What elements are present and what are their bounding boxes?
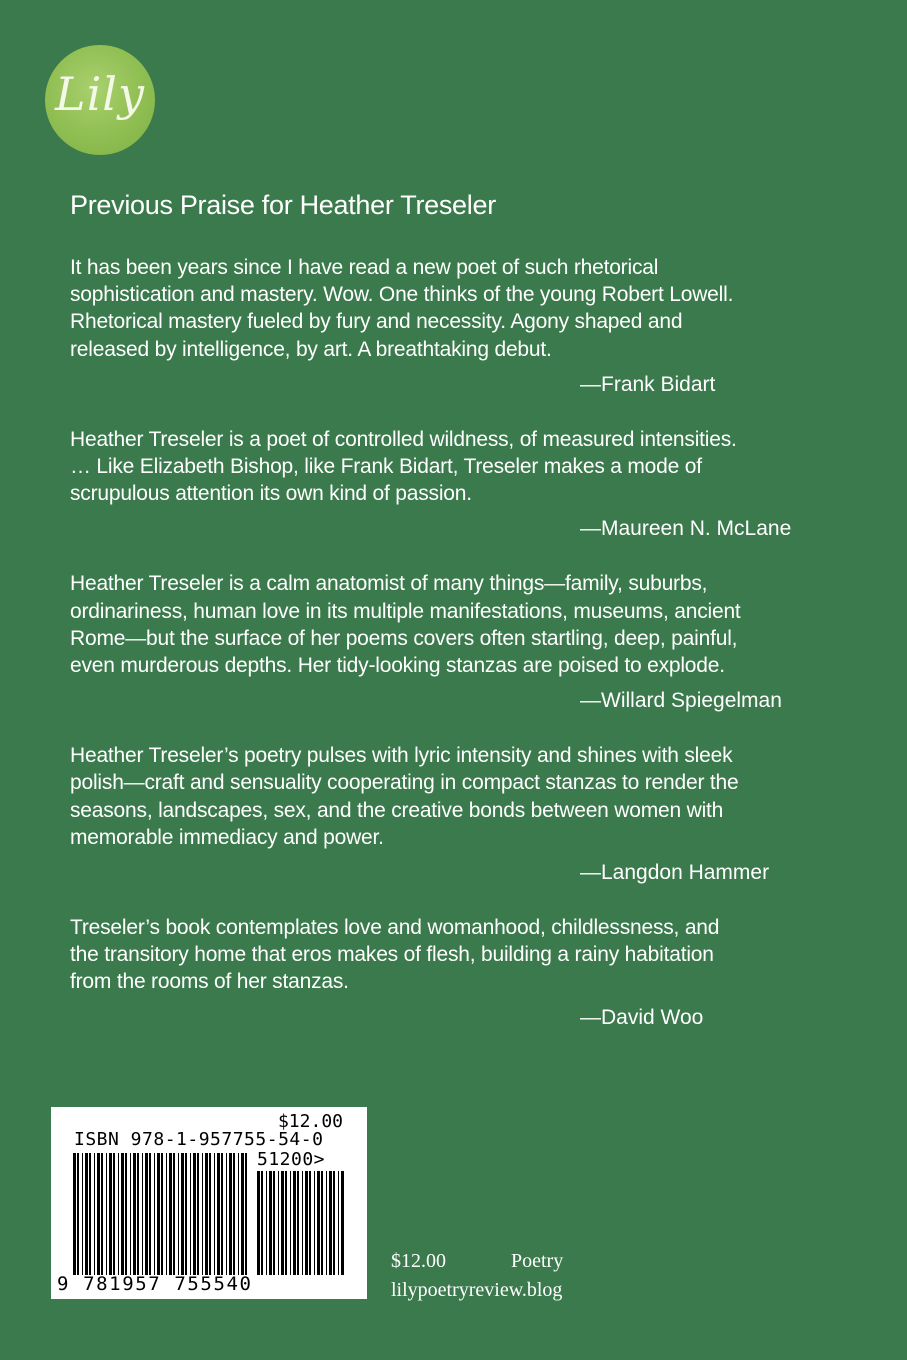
- footer-info: [391, 1250, 563, 1302]
- blurb-line: seasons, landscapes, sex, and the creative bonds between women with: [70, 798, 724, 822]
- blurb-line: scrupulous attention its own kind of passion.: [70, 482, 472, 506]
- blurb-attribution: —Langdon Hammer: [580, 861, 770, 885]
- blurb-line: from the rooms of her stanzas.: [70, 970, 349, 994]
- blurb-line: Heather Treseler is a poet of controlled wildness, of measured intensities.: [70, 427, 737, 451]
- praise-blurb-5: [70, 914, 850, 1031]
- blurb-line: ordinariness, human love in its multiple manifestations, museums, ancient: [70, 599, 741, 623]
- blurb-line: Rhetorical mastery fueled by fury and necessity. Agony shaped and: [70, 310, 683, 334]
- praise-blurb-2: [70, 426, 850, 543]
- blurb-line: Heather Treseler is a calm anatomist of many things—family, suburbs,: [70, 572, 708, 596]
- blurb-line: the transitory home that eros makes of flesh, building a rainy habitation: [70, 943, 714, 967]
- lily-logo: [45, 45, 155, 155]
- barcode-price: $12.00: [277, 1111, 343, 1132]
- blurb-attribution: —Frank Bidart: [580, 372, 716, 396]
- blurb-attribution: —Maureen N. McLane: [580, 517, 792, 541]
- footer-price: $12.00: [391, 1250, 446, 1272]
- blurb-line: even murderous depths. Her tidy-looking stanzas are poised to explode.: [70, 654, 725, 678]
- blurb-line: Treseler’s book contemplates love and womanhood, childlessness, and: [70, 916, 720, 940]
- praise-list: [70, 254, 850, 1059]
- praise-blurb-4: [70, 742, 850, 886]
- blurb-line: … Like Elizabeth Bishop, like Frank Bidart, Treseler makes a mode of: [70, 455, 702, 479]
- blurb-line: polish—craft and sensuality cooperating in compact stanzas to render the: [70, 771, 739, 795]
- praise-blurb-1: [70, 254, 850, 398]
- barcode-digits: 9 781957 755540: [57, 1273, 253, 1295]
- page-title: Previous Praise for Heather Treseler: [70, 190, 496, 220]
- blurb-line: released by intelligence, by art. A breathtaking debut.: [70, 337, 552, 361]
- blurb-line: memorable immediacy and power.: [70, 825, 384, 849]
- blurb-line: It has been years since I have read a new poet of such rhetorical: [70, 256, 659, 279]
- barcode-addon-bars-icon: [257, 1171, 347, 1275]
- blurb-line: Rome—but the surface of her poems covers often startling, deep, painful,: [70, 626, 738, 650]
- footer-website[interactable]: lilypoetryreview.blog: [391, 1279, 563, 1301]
- barcode-bars-icon: [73, 1153, 249, 1275]
- isbn-number: ISBN 978-1-957755-54-0: [74, 1129, 324, 1150]
- blurb-line: sophistication and mastery. Wow. One thinks of the young Robert Lowell.: [70, 283, 734, 307]
- praise-blurb-3: [70, 570, 850, 714]
- barcode-addon-code: 51200>: [257, 1149, 326, 1170]
- isbn-barcode: [51, 1107, 367, 1299]
- footer-category: Poetry: [511, 1250, 564, 1272]
- blurb-line: Heather Treseler’s poetry pulses with lyric intensity and shines with sleek: [70, 744, 733, 768]
- blurb-attribution: —Willard Spiegelman: [580, 689, 782, 713]
- logo-text: Lily: [55, 67, 145, 121]
- blurb-attribution: —David Woo: [580, 1005, 704, 1029]
